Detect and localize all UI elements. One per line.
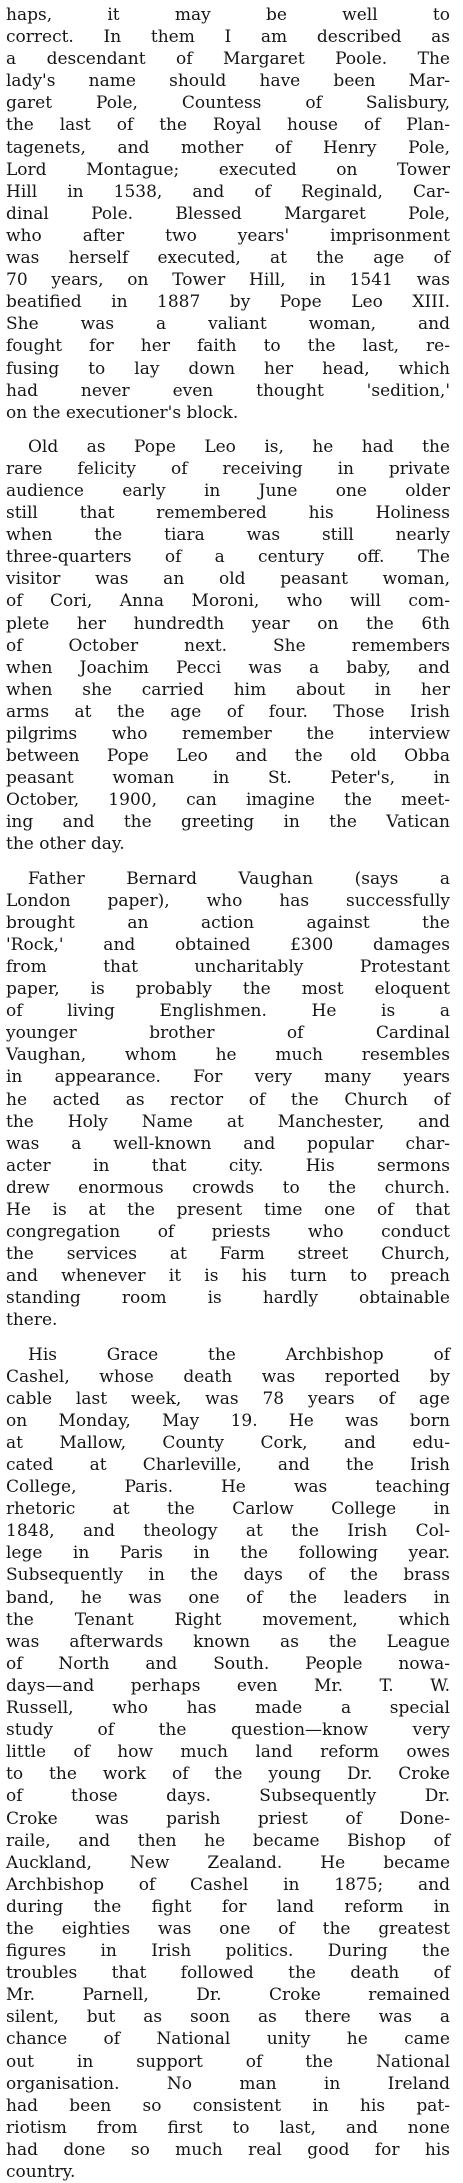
- paragraph-archbishop-cashel: [6, 1344, 450, 2183]
- text-line: when she carried him about in her: [6, 679, 450, 700]
- text-line: haps, it may be well to: [6, 5, 450, 25]
- text-line: on the executioner's block.: [6, 402, 239, 423]
- text-line: Archbishop of Cashel in 1875; and: [6, 1874, 450, 1895]
- text-line: had done so much real good for his: [6, 2139, 450, 2160]
- text-line: days—and perhaps even Mr. T. W.: [6, 1675, 450, 1696]
- text-line: 70 years, on Tower Hill, in 1541 was: [6, 270, 450, 291]
- text-line: had never even thought 'sedition,': [6, 380, 450, 401]
- text-line: three-quarters of a century off. The: [6, 547, 450, 568]
- text-line: he acted as rector of the Church of: [6, 1089, 450, 1110]
- text-line: Mr. Parnell, Dr. Croke remained: [6, 1985, 450, 2006]
- text-line: when Joachim Pecci was a baby, and: [6, 657, 450, 678]
- text-line: was afterwards known as the League: [6, 1631, 450, 1652]
- text-line: on Monday, May 19. He was born: [6, 1410, 450, 1431]
- text-line: the last of the Royal house of Plan-: [6, 115, 450, 136]
- text-line: garet Pole, Countess of Salisbury,: [6, 93, 450, 114]
- text-line: to the work of the young Dr. Croke: [6, 1764, 450, 1785]
- text-line: 'Rock,' and obtained £300 damages: [6, 934, 450, 955]
- text-line: London paper), who has successfully: [6, 890, 450, 911]
- text-line: She was a valiant woman, and: [6, 314, 450, 335]
- text-line: Russell, who has made a special: [6, 1698, 450, 1719]
- text-line: audience early in June one older: [6, 480, 450, 501]
- text-line: cable last week, was 78 years of age: [6, 1388, 450, 1409]
- text-line: at Mallow, County Cork, and edu-: [6, 1432, 450, 1453]
- text-line: pilgrims who remember the interview: [6, 724, 450, 744]
- text-line: the eighties was one of the greatest: [6, 1918, 450, 1939]
- text-line: chance of National unity he came: [6, 2029, 450, 2050]
- text-line: Auckland, New Zealand. He became: [6, 1852, 450, 1873]
- text-line: figures in Irish politics. During the: [6, 1941, 450, 1962]
- text-line: organisation. No man in Ireland: [6, 2073, 450, 2094]
- text-line: tagenets, and mother of Henry Pole,: [6, 137, 450, 158]
- text-line: correct. In them I am described as: [6, 27, 450, 48]
- text-line: the Tenant Right movement, which: [6, 1609, 450, 1630]
- text-line: standing room is hardly obtainable: [6, 1288, 450, 1309]
- text-line: fought for her faith to the last, re-: [6, 336, 450, 357]
- text-line: band, he was one of the leaders in: [6, 1587, 450, 1608]
- text-line: plete her hundredth year on the 6th: [6, 613, 450, 634]
- text-line: He is at the present time one of that: [6, 1199, 450, 1220]
- text-line: His Grace the Archbishop of: [28, 1344, 450, 1365]
- text-line: peasant woman in St. Peter's, in: [6, 768, 450, 789]
- text-line: acter in that city. His sermons: [6, 1155, 450, 1176]
- text-line: Father Bernard Vaughan (says a: [28, 868, 450, 889]
- text-line: 1848, and theology at the Irish Col-: [6, 1521, 450, 1542]
- text-line: during the fight for land reform in: [6, 1896, 450, 1917]
- text-line: silent, but as soon as there was a: [6, 2007, 450, 2028]
- text-line: a descendant of Margaret Poole. The: [6, 49, 450, 70]
- text-line: out in support of the National: [6, 2051, 450, 2072]
- text-line: College, Paris. He was teaching: [6, 1477, 450, 1498]
- text-line: still that remembered his Holiness: [6, 503, 450, 524]
- text-line: Croke was parish priest of Done-: [6, 1808, 450, 1829]
- text-line: dinal Pole. Blessed Margaret Pole,: [6, 203, 450, 224]
- text-line: the services at Farm street Church,: [6, 1244, 450, 1265]
- text-line: beatified in 1887 by Pope Leo XIII.: [6, 292, 450, 313]
- text-line: visitor was an old peasant woman,: [6, 569, 450, 590]
- text-line: of North and South. People nowa-: [6, 1653, 450, 1674]
- text-line: the other day.: [6, 834, 125, 855]
- text-line: October, 1900, can imagine the meet-: [6, 790, 450, 811]
- text-line: Subsequently in the days of the brass: [6, 1565, 450, 1586]
- text-line: Lord Montague; executed on Tower: [6, 159, 450, 180]
- text-line: rhetoric at the Carlow College in: [6, 1499, 450, 1520]
- text-line: country.: [6, 2162, 76, 2182]
- text-line: lady's name should have been Mar-: [6, 71, 450, 92]
- paragraph-pole-correction: [6, 4, 450, 424]
- article-column: [6, 4, 450, 2183]
- text-line: was herself executed, at the age of: [6, 248, 450, 269]
- paragraph-gap: [6, 424, 450, 436]
- text-line: brought an action against the: [6, 912, 450, 933]
- text-line: there.: [6, 1310, 58, 1331]
- text-line: troubles that followed the death of: [6, 1963, 450, 1984]
- text-line: fusing to lay down her head, which: [6, 358, 450, 379]
- text-line: Old as Pope Leo is, he had the: [28, 436, 450, 457]
- text-line: of living Englishmen. He is a: [6, 1001, 450, 1022]
- text-line: the Holy Name at Manchester, and: [6, 1111, 450, 1132]
- paragraph-gap: [6, 856, 450, 868]
- text-line: who after two years' imprisonment: [6, 225, 450, 246]
- text-line: of Cori, Anna Moroni, who will com-: [6, 591, 450, 612]
- text-line: study of the question—know very: [6, 1720, 450, 1741]
- text-line: arms at the age of four. Those Irish: [6, 701, 450, 722]
- text-line: between Pope Leo and the old Obba: [6, 746, 450, 767]
- paragraph-gap: [6, 1332, 450, 1344]
- paragraph-father-vaughan: [6, 868, 450, 1332]
- text-line: Hill in 1538, and of Reginald, Car-: [6, 181, 450, 202]
- text-line: younger brother of Cardinal: [6, 1023, 450, 1044]
- text-line: little of how much land reform owes: [6, 1742, 450, 1763]
- text-line: congregation of priests who conduct: [6, 1222, 450, 1243]
- text-line: in appearance. For very many years: [6, 1067, 450, 1088]
- text-line: rare felicity of receiving in private: [6, 458, 450, 479]
- text-line: and whenever it is his turn to preach: [6, 1266, 450, 1287]
- text-line: when the tiara was still nearly: [6, 525, 450, 546]
- text-line: cated at Charleville, and the Irish: [6, 1455, 450, 1475]
- text-line: was a well-known and popular char-: [6, 1133, 450, 1154]
- text-line: had been so consistent in his pat-: [6, 2095, 450, 2116]
- text-line: of October next. She remembers: [6, 635, 450, 656]
- text-line: paper, is probably the most eloquent: [6, 979, 450, 1000]
- text-line: riotism from first to last, and none: [6, 2117, 450, 2138]
- text-line: raile, and then he became Bishop of: [6, 1830, 450, 1851]
- paragraph-pope-leo-visitor: [6, 436, 450, 856]
- text-line: of those days. Subsequently Dr.: [6, 1786, 450, 1807]
- text-line: Vaughan, whom he much resembles: [6, 1045, 450, 1066]
- text-line: ing and the greeting in the Vatican: [6, 812, 450, 833]
- text-line: drew enormous crowds to the church.: [6, 1177, 450, 1198]
- text-line: from that uncharitably Protestant: [6, 956, 450, 977]
- text-line: Cashel, whose death was reported by: [6, 1366, 450, 1387]
- text-line: lege in Paris in the following year.: [6, 1543, 450, 1564]
